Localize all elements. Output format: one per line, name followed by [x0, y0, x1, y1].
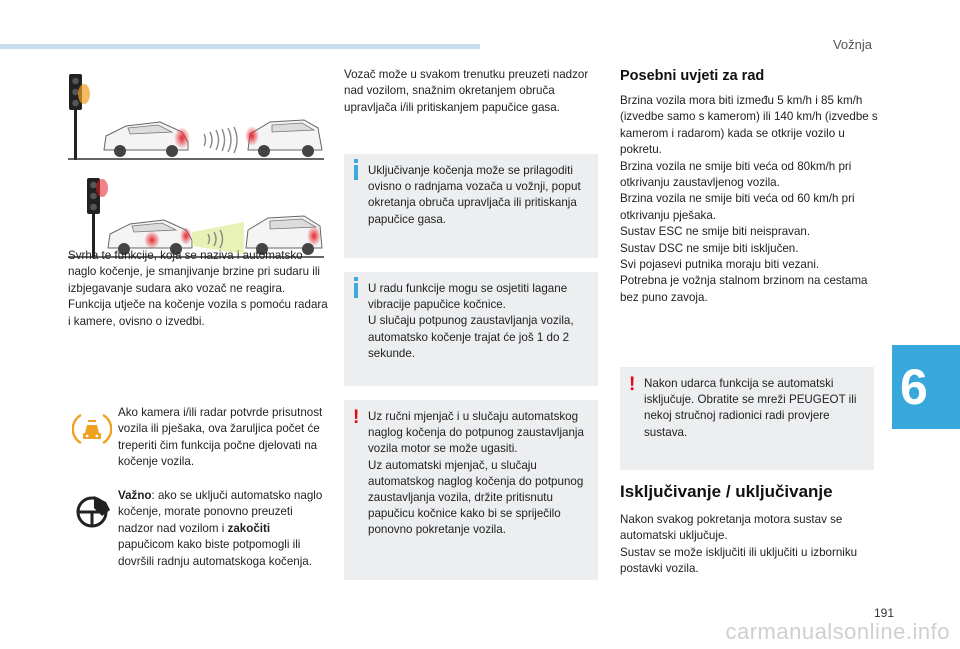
- special-conditions-list: [620, 93, 878, 306]
- intro-paragraph: Svrha te funkcije, koja se naziva i automatsko naglo kočenje, je smanjivanje brzine pri sudaru ili izbjegavanje sudara ako vozač ne reagira. Funkcija utječe na kočenje vozila s pomoću radara i kamere, ovisno o izvedbi.: [68, 249, 328, 328]
- deactivation-paragraph: Nakon svakog pokretanja motora sustav se automatski uključuje. Sustav se može isključiti ili uključiti u izborniku postavki vozila.: [620, 513, 858, 576]
- driver-takeover-text: Važno: ako se uključi automatsko naglo kočenje, morate ponovno preuzeti nadzor nad vozilom i zakočiti papučicom kako biste potpomogli ili dovršili radnju automatskoga kočenja.: [118, 489, 323, 568]
- chapter-tab: 6: [892, 345, 960, 429]
- takeover-paragraph: Vozač može u svakom trenutku preuzeti nadzor nad vozilom, snažnim okretanjem obruča upravljača i/ili pritiskanjem papučice gasa.: [344, 68, 589, 114]
- warning-icon: !: [629, 374, 636, 395]
- condition-item: Svi pojasevi putnika moraju biti vezani.: [620, 258, 820, 272]
- warning-note-impact: ! Nakon udarca funkcija se automatski isključuje. Obratite se mreži PEUGEOT ili nekoj stručnoj radionici radi provjere sustava.: [620, 367, 874, 470]
- collision-alert-icon: [72, 409, 112, 449]
- brake-keyword: zakočiti: [227, 521, 271, 535]
- illustration-vehicle-ahead: [68, 72, 324, 164]
- condition-item: Brzina vozila ne smije biti veća od 60 km/h pri otkrivanju pješaka.: [620, 192, 855, 222]
- condition-item: Potrebna je vožnja stalnom brzinom na cestama bez puno zavoja.: [620, 274, 868, 304]
- header-accent-bar: [0, 44, 480, 49]
- info-note-vibrations: U radu funkcije mogu se osjetiti lagane vibracije papučice kočnice. U slučaju potpunog zaustavljanja vozila, automatsko kočenje trajat će još 1 do 2 sekunde.: [344, 272, 598, 386]
- condition-item: Brzina vozila mora biti između 5 km/h i 85 km/h (izvedbe samo s kamerom) ili 140 km/h (izvedbe s kamerom i radarom) kada se otkrije vozilo u pokretu.: [620, 94, 878, 157]
- driver-takeover-block: [68, 488, 328, 570]
- info-icon: [354, 165, 358, 180]
- info-icon: [354, 283, 358, 298]
- special-conditions-heading: Posebni uvjeti za rad: [620, 68, 765, 84]
- warning-icon: !: [353, 407, 360, 428]
- page-number: 191: [874, 606, 895, 620]
- alert-lamp-block: [68, 405, 328, 471]
- steering-hand-icon: [72, 492, 112, 532]
- section-title: Vožnja: [832, 37, 872, 52]
- warning-note-transmission: ! Uz ručni mjenjač i u slučaju automatskog naglog kočenja do potpunog zaustavljanja vozila motor se može ugasiti. Uz automatski mjenjač, u slučaju automatskog naglog kočenja do potpunog zaustavljanja vozila, držite pritisnutu papučicu kočnice kako bi se spriječilo ponovno pokretanje vozila.: [344, 400, 598, 580]
- alert-lamp-text: Ako kamera i/ili radar potvrde prisutnost vozila ili pješaka, ova žaruljica počet će treperiti čim funkcija počne djelovati na kočenje vozila.: [118, 406, 323, 469]
- important-label: Važno: [118, 489, 152, 502]
- condition-item: Sustav ESC ne smije biti neispravan.: [620, 225, 811, 239]
- watermark: carmanualsonline.info: [725, 619, 950, 644]
- condition-item: Sustav DSC ne smije biti isključen.: [620, 241, 799, 255]
- condition-item: Brzina vozila ne smije biti veća od 80km/h pri otkrivanju zaustavljenog vozila.: [620, 159, 852, 190]
- info-note-braking-adjust: Uključivanje kočenja može se prilagoditi ovisno o radnjama vozača u vožnji, poput okretanja obruča upravljača ili pritiskanja papučice gasa.: [344, 154, 598, 258]
- deactivation-heading: Isključivanje / uključivanje: [620, 482, 833, 501]
